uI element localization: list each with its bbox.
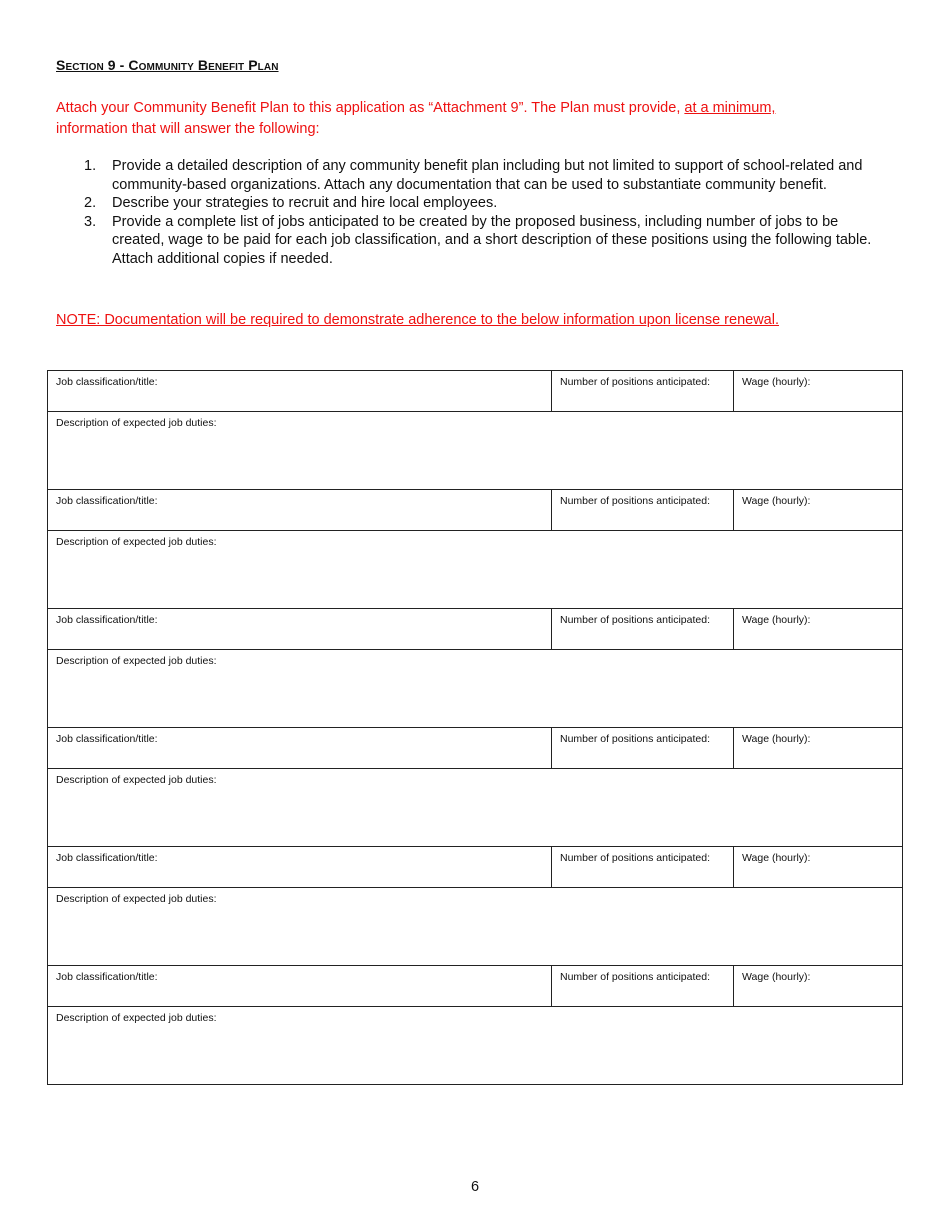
- section-heading: Section 9 - Community Benefit Plan: [56, 57, 279, 73]
- job-description-field[interactable]: [48, 650, 903, 728]
- requirement-item: [84, 213, 894, 269]
- job-description-row: [48, 888, 903, 966]
- job-title-field[interactable]: [48, 609, 552, 650]
- positions-field[interactable]: [552, 966, 734, 1007]
- renewal-note: NOTE: Documentation will be required to demonstrate adherence to the below information upon license renewal.: [56, 312, 779, 328]
- positions-label: Number of positions anticipated:: [560, 614, 710, 626]
- wage-label: Wage (hourly):: [742, 614, 811, 626]
- job-description-field[interactable]: [48, 769, 903, 847]
- job-title-field[interactable]: [48, 728, 552, 769]
- job-description-label: Description of expected job duties:: [56, 655, 217, 667]
- wage-field[interactable]: [734, 371, 903, 412]
- page-number: 6: [470, 1179, 480, 1195]
- job-title-row: [48, 966, 903, 1007]
- positions-label: Number of positions anticipated:: [560, 733, 710, 745]
- job-title-field[interactable]: [48, 847, 552, 888]
- wage-label: Wage (hourly):: [742, 733, 811, 745]
- wage-label: Wage (hourly):: [742, 495, 811, 507]
- requirement-number: 1.: [84, 158, 97, 174]
- job-description-field[interactable]: [48, 1007, 903, 1085]
- wage-field[interactable]: [734, 966, 903, 1007]
- job-description-row: [48, 1007, 903, 1085]
- job-title-label: Job classification/title:: [56, 733, 158, 745]
- job-title-label: Job classification/title:: [56, 971, 158, 983]
- intro-text-end: information that will answer the following:: [56, 121, 320, 137]
- positions-label: Number of positions anticipated:: [560, 376, 710, 388]
- intro-emphasis: at a minimum,: [684, 100, 776, 116]
- positions-label: Number of positions anticipated:: [560, 495, 710, 507]
- job-title-row: [48, 609, 903, 650]
- job-title-label: Job classification/title:: [56, 376, 158, 388]
- job-description-label: Description of expected job duties:: [56, 1012, 217, 1024]
- job-title-field[interactable]: [48, 490, 552, 531]
- positions-field[interactable]: [552, 847, 734, 888]
- wage-field[interactable]: [734, 490, 903, 531]
- job-description-row: [48, 650, 903, 728]
- job-description-field[interactable]: [48, 412, 903, 490]
- intro-text-start: Attach your Community Benefit Plan to this application as “Attachment 9”. The Plan must provide,: [56, 100, 685, 116]
- positions-field[interactable]: [552, 371, 734, 412]
- wage-label: Wage (hourly):: [742, 971, 811, 983]
- requirement-number: 2.: [84, 195, 97, 211]
- wage-field[interactable]: [734, 847, 903, 888]
- job-description-row: [48, 769, 903, 847]
- job-title-row: [48, 847, 903, 888]
- job-description-label: Description of expected job duties:: [56, 536, 217, 548]
- positions-field[interactable]: [552, 728, 734, 769]
- wage-field[interactable]: [734, 728, 903, 769]
- job-title-label: Job classification/title:: [56, 614, 158, 626]
- requirement-item: [84, 194, 894, 213]
- wage-field[interactable]: [734, 609, 903, 650]
- job-title-label: Job classification/title:: [56, 495, 158, 507]
- intro-paragraph: [56, 98, 856, 140]
- requirement-text: Provide a detailed description of any community benefit plan including but not limited to support of school-related and community-based organizations. Attach any documentation that can be used to substantiate community benefit.: [112, 158, 863, 193]
- requirement-text: Provide a complete list of jobs anticipated to be created by the proposed business, including number of jobs to be created, wage to be paid for each job classification, and a short description of these positions using the following table. Attach additional copies if needed.: [112, 213, 872, 267]
- requirement-text: Describe your strategies to recruit and hire local employees.: [112, 195, 498, 211]
- requirement-number: 3.: [84, 213, 97, 230]
- job-title-field[interactable]: [48, 371, 552, 412]
- job-title-label: Job classification/title:: [56, 852, 158, 864]
- positions-field[interactable]: [552, 609, 734, 650]
- job-title-row: [48, 371, 903, 412]
- wage-label: Wage (hourly):: [742, 376, 811, 388]
- job-description-row: [48, 531, 903, 609]
- job-description-row: [48, 412, 903, 490]
- job-description-field[interactable]: [48, 888, 903, 966]
- wage-label: Wage (hourly):: [742, 852, 811, 864]
- requirement-item: [84, 157, 894, 194]
- job-title-field[interactable]: [48, 966, 552, 1007]
- job-table: [47, 370, 903, 1085]
- job-title-row: [48, 728, 903, 769]
- job-description-field[interactable]: [48, 531, 903, 609]
- job-description-label: Description of expected job duties:: [56, 893, 217, 905]
- job-title-row: [48, 490, 903, 531]
- requirements-list: [84, 157, 894, 268]
- positions-field[interactable]: [552, 490, 734, 531]
- positions-label: Number of positions anticipated:: [560, 971, 710, 983]
- job-description-label: Description of expected job duties:: [56, 417, 217, 429]
- positions-label: Number of positions anticipated:: [560, 852, 710, 864]
- job-description-label: Description of expected job duties:: [56, 774, 217, 786]
